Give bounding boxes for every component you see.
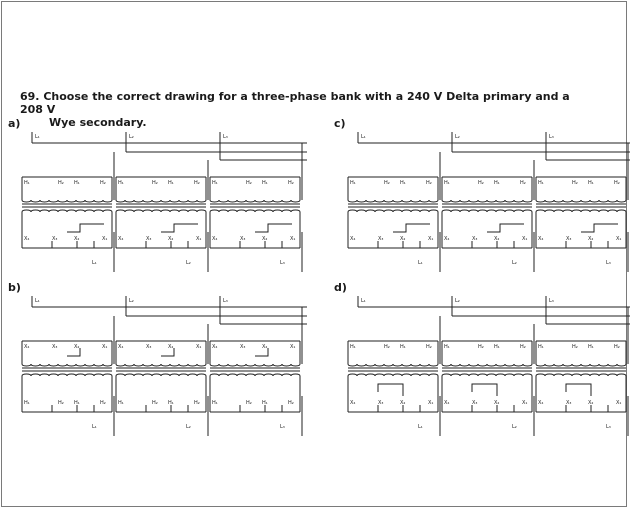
terminal-label: H₂ [426,344,432,350]
secondary-jumper [255,224,292,232]
secondary-jumper [566,384,591,396]
terminal-label: H₁ [24,400,30,406]
terminal-label: X₃ [378,400,384,406]
terminal-label: X₃ [378,236,384,242]
terminal-label: X₃ [240,236,246,242]
output-label: L₃ [280,424,285,430]
option-c-diagram[interactable] [348,132,630,272]
secondary-jumper [393,224,430,232]
line-label: L₃ [549,298,554,304]
line-label: L₃ [223,134,228,140]
line-label: L₂ [455,134,460,140]
terminal-label: X₁ [522,400,528,406]
terminal-label: X₄ [538,400,544,406]
secondary-winding [22,374,112,376]
terminal-label: H₂ [572,180,578,186]
primary-winding [22,200,112,202]
terminal-label: X₁ [102,236,108,242]
terminal-label: H₂ [152,400,158,406]
transformer-2 [116,160,208,272]
output-label: L₃ [280,260,285,266]
terminal-label: H₂ [614,180,620,186]
output-label: L₁ [92,260,97,266]
transformer-3 [210,143,302,272]
terminal-label: H₁ [400,344,406,350]
terminal-label: X₃ [146,236,152,242]
terminal-label: X₂ [74,344,80,350]
terminal-label: H₁ [444,180,450,186]
terminal-label: X₂ [168,344,174,350]
terminal-label: X₄ [538,236,544,242]
secondary-winding [348,210,438,212]
transformer-3 [536,143,628,272]
option-b-label[interactable]: b) [8,281,21,294]
terminal-label: H₁ [400,180,406,186]
secondary-winding [22,210,112,212]
terminal-label: H₂ [572,344,578,350]
primary-winding [536,200,626,202]
terminal-label: X₂ [400,400,406,406]
primary-winding [442,200,532,202]
option-a-label[interactable]: a) [8,117,21,130]
terminal-label: X₂ [262,344,268,350]
secondary-winding [442,210,532,212]
transformer-1 [348,316,440,436]
line-label: L₂ [129,134,134,140]
terminal-label: H₁ [262,400,268,406]
terminal-label: X₁ [616,400,622,406]
output-label: L₁ [418,424,423,430]
transformer-1 [348,152,440,272]
terminal-label: X₃ [52,236,58,242]
terminal-label: H₂ [288,180,294,186]
primary-winding [210,200,300,202]
terminal-label: X₂ [74,236,80,242]
terminal-label: X₁ [196,236,202,242]
secondary-winding [210,374,300,376]
output-label: L₁ [92,424,97,430]
terminal-label: H₂ [288,400,294,406]
transformer-3 [536,307,628,436]
line-label: L₂ [455,298,460,304]
question-line-2: Wye secondary. [49,116,147,129]
output-label: L₂ [512,260,517,266]
terminal-label: H₁ [444,344,450,350]
terminal-label: H₁ [350,344,356,350]
terminal-label: H₂ [58,400,64,406]
terminal-label: X₂ [494,400,500,406]
terminal-label: X₁ [196,344,202,350]
option-d-label[interactable]: d) [334,281,347,294]
output-label: L₂ [512,424,517,430]
terminal-label: X₃ [52,344,58,350]
line-label: L₃ [549,134,554,140]
terminal-label: X₄ [212,344,218,350]
terminal-label: X₂ [588,400,594,406]
output-label: L₂ [186,424,191,430]
terminal-label: H₁ [168,400,174,406]
option-a-diagram[interactable] [22,132,307,272]
terminal-label: H₂ [614,344,620,350]
transformer-2 [442,160,534,272]
terminal-label: X₁ [522,236,528,242]
question-line-1: Choose the correct drawing for a three-phase bank with a 240 V Delta primary and a 208 V [20,90,570,116]
secondary-jumper [378,384,403,396]
primary-winding [536,364,626,366]
terminal-label: X₄ [24,236,30,242]
line-label: L₁ [361,298,366,304]
terminal-label: X₄ [350,236,356,242]
terminal-label: X₃ [472,400,478,406]
output-label: L₃ [606,424,611,430]
output-label: L₁ [418,260,423,266]
terminal-label: X₁ [616,236,622,242]
terminal-label: X₄ [350,400,356,406]
primary-winding [116,200,206,202]
terminal-label: X₃ [146,344,152,350]
primary-winding [210,364,300,366]
terminal-label: X₂ [588,236,594,242]
terminal-label: X₄ [24,344,30,350]
terminal-label: X₁ [428,236,434,242]
line-label: L₂ [129,298,134,304]
output-label: L₃ [606,260,611,266]
question-number: 69. [20,90,40,103]
secondary-jumper [67,224,104,232]
secondary-winding [116,374,206,376]
terminal-label: H₁ [74,180,80,186]
option-d-diagram[interactable] [348,296,630,436]
secondary-winding [536,210,626,212]
terminal-label: H₁ [494,344,500,350]
terminal-label: H₁ [588,344,594,350]
terminal-label: H₂ [246,180,252,186]
terminal-label: H₁ [118,400,124,406]
secondary-jumper [487,224,524,232]
terminal-label: X₃ [566,400,572,406]
transformer-3 [210,307,302,436]
secondary-winding [442,374,532,376]
terminal-label: H₂ [100,400,106,406]
output-label: L₂ [186,260,191,266]
primary-winding [348,200,438,202]
primary-winding [116,364,206,366]
primary-winding [22,364,112,366]
primary-winding [348,364,438,366]
terminal-label: X₄ [118,236,124,242]
terminal-label: H₁ [494,180,500,186]
terminal-label: H₁ [118,180,124,186]
terminal-label: X₄ [444,400,450,406]
line-label: L₁ [35,298,40,304]
terminal-label: X₂ [168,236,174,242]
terminal-label: H₂ [194,180,200,186]
option-b-diagram[interactable] [22,296,307,436]
terminal-label: H₂ [478,344,484,350]
terminal-label: H₂ [478,180,484,186]
terminal-label: H₁ [24,180,30,186]
secondary-jumper [581,224,618,232]
terminal-label: H₂ [520,344,526,350]
transformer-1 [22,152,114,272]
transformer-2 [442,324,534,436]
terminal-label: H₂ [100,180,106,186]
terminal-label: H₁ [588,180,594,186]
line-label: L₁ [361,134,366,140]
terminal-label: H₂ [152,180,158,186]
terminal-label: H₁ [74,400,80,406]
terminal-label: X₂ [494,236,500,242]
terminal-label: X₁ [102,344,108,350]
terminal-label: H₁ [538,344,544,350]
terminal-label: X₁ [428,400,434,406]
primary-winding [442,364,532,366]
terminal-label: H₂ [426,180,432,186]
terminal-label: H₂ [194,400,200,406]
transformer-2 [116,324,208,436]
secondary-jumper [472,384,497,396]
terminal-label: X₄ [444,236,450,242]
terminal-label: X₂ [400,236,406,242]
terminal-label: H₁ [538,180,544,186]
terminal-label: X₃ [566,236,572,242]
secondary-winding [348,374,438,376]
secondary-winding [116,210,206,212]
secondary-jumper [161,224,198,232]
terminal-label: H₁ [350,180,356,186]
line-label: L₃ [223,298,228,304]
option-c-label[interactable]: c) [334,117,346,130]
line-label: L₁ [35,134,40,140]
secondary-winding [210,210,300,212]
terminal-label: X₂ [262,236,268,242]
terminal-label: H₂ [384,180,390,186]
terminal-label: X₁ [290,236,296,242]
terminal-label: H₂ [246,400,252,406]
terminal-label: H₂ [384,344,390,350]
terminal-label: H₁ [262,180,268,186]
terminal-label: X₄ [212,236,218,242]
terminal-label: X₄ [118,344,124,350]
terminal-label: H₂ [58,180,64,186]
terminal-label: X₃ [472,236,478,242]
terminal-label: H₁ [168,180,174,186]
terminal-label: H₁ [212,400,218,406]
secondary-winding [536,374,626,376]
terminal-label: X₁ [290,344,296,350]
terminal-label: H₁ [212,180,218,186]
terminal-label: H₂ [520,180,526,186]
transformer-1 [22,316,114,436]
terminal-label: X₃ [240,344,246,350]
